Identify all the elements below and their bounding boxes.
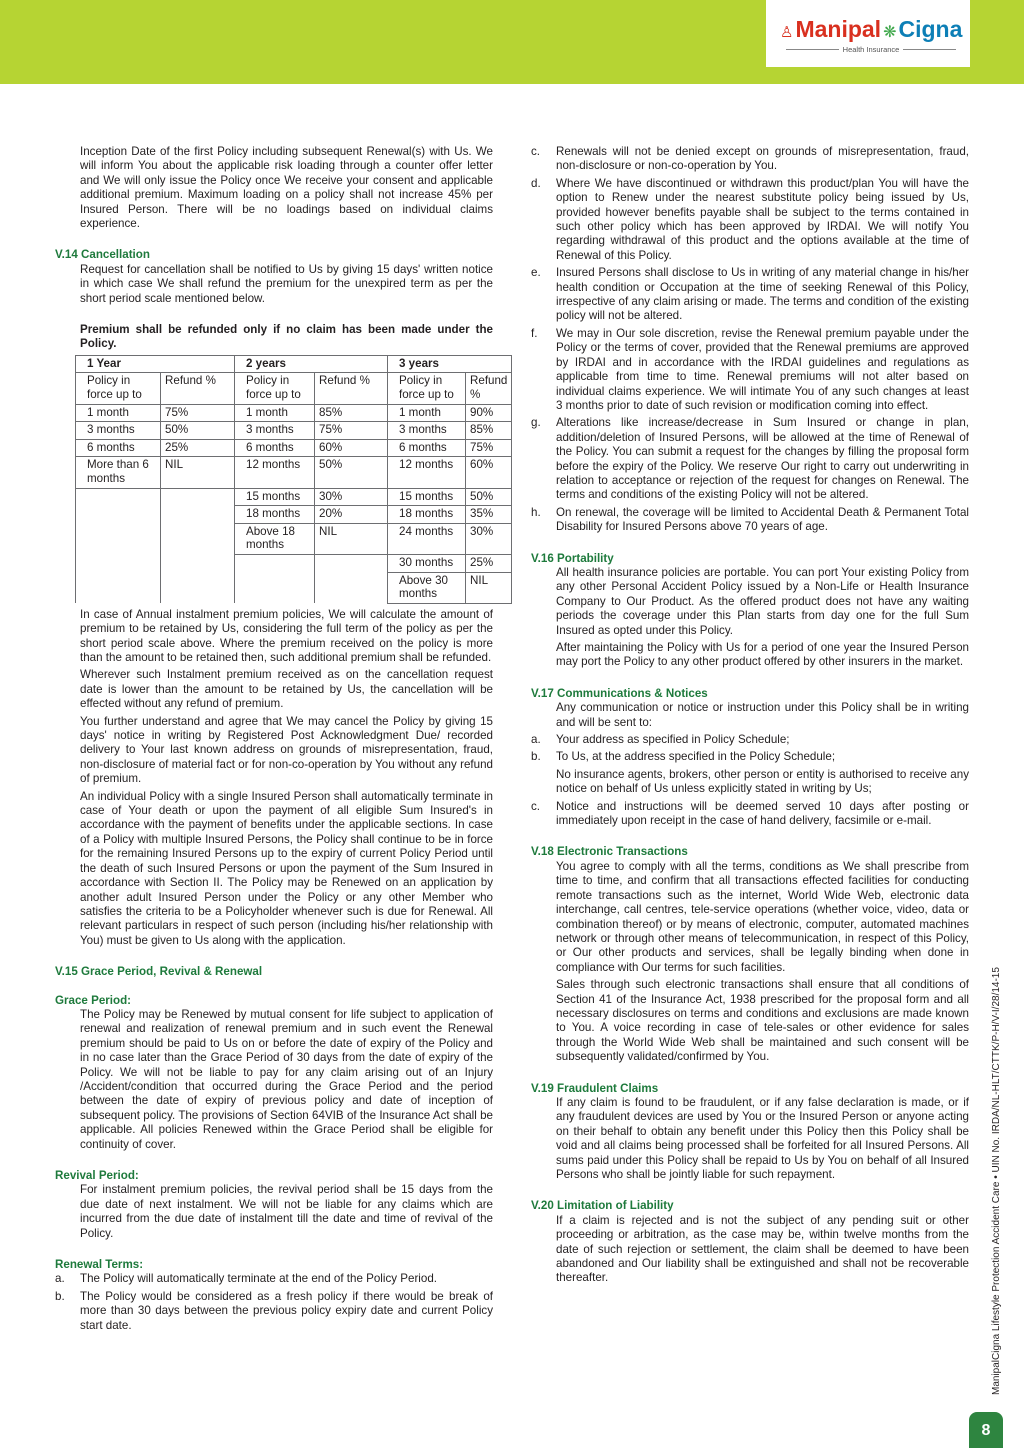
empty-cell bbox=[235, 555, 315, 604]
list-text: We may in Our sole discretion, revise the Renewal premium payable under the Policy or the terms of cover, provided that the Renewal premiums are approved by IRDAI and in accordance with the IRDAI guidelines and regulations as applicable from time to time. Renewal premiums will not alter based on individual claims experience. We will intimate You of any such changes at least 3 months prior to date of such revision or modification coming into effect. bbox=[556, 326, 969, 412]
table-cell: 1 month bbox=[76, 404, 161, 422]
list-marker: f. bbox=[531, 326, 538, 340]
table-cell: 18 months bbox=[235, 506, 315, 524]
table-cell: 1 month bbox=[235, 404, 315, 422]
refund-table bbox=[75, 355, 512, 604]
logo-tagline bbox=[786, 45, 956, 54]
header-1-year: 1 Year bbox=[76, 355, 235, 373]
list-marker: h. bbox=[531, 505, 541, 519]
table-cell: 6 months bbox=[235, 439, 315, 457]
list-item bbox=[55, 1272, 493, 1286]
table-row bbox=[76, 488, 512, 506]
table-cell: 3 months bbox=[388, 422, 466, 440]
table-cell: 12 months bbox=[235, 457, 315, 488]
instalment-paragraph: In case of Annual instalment premium policies, We will calculate the amount of premium to be retained by Us, considering the full term of the policy as per the short period scale above. Where the premium received on the policy is more than the amount to be retained then, such additional premium shall be refunded. bbox=[80, 607, 493, 664]
revival-period-paragraph: For instalment premium policies, the revival period shall be 15 days from the due date of next instalment. We will not be liable for any claims which are incurred from the due date of instalment till the date and time of revival of the Policy. bbox=[80, 1183, 493, 1240]
list-text: To Us, at the address specified in the Policy Schedule; bbox=[556, 750, 836, 764]
list-item bbox=[55, 1290, 493, 1333]
list-marker: b. bbox=[55, 1289, 65, 1303]
page-number: 8 bbox=[969, 1412, 1003, 1448]
subheader-policy-in-force: Policy in force up to bbox=[76, 373, 161, 404]
table-row bbox=[76, 422, 512, 440]
empty-cell bbox=[315, 555, 388, 604]
table-cell: 90% bbox=[466, 404, 512, 422]
empty-cell bbox=[161, 488, 235, 603]
table-cell: 85% bbox=[466, 422, 512, 440]
fraudulent-claims-paragraph: If any claim is found to be fraudulent, or if any false declaration is made, or if any fraudulent devices are used by You or the Insured Person or anyone acting on their behalf to obtain any benefit under this Policy then this Policy shall be void and all claims being processed shall be forfeited for all Insured Persons. All sums paid under this Policy shall be repaid to Us by You on behalf of all Insured Persons who shall be jointly liable for such repayment. bbox=[556, 1095, 969, 1181]
list-marker: c. bbox=[531, 799, 541, 813]
grace-period-paragraph: The Policy may be Renewed by mutual consent for life subject to application of renewal and realization of renewal premium and in such event the Renewal premium should be paid to Us on or before the date of expiry of the Policy and in no case later than the Grace Period of 30 days from the date of expiry of the Policy. We will not be liable to pay for any claim arising out of an Injury /Accident/condition that occurred during the Grace Period and the period between the date of expiry of previous policy and date of inception of subsequent policy. The provisions of Section 64VIB of the Insurance Act shall be applicable. All policies Renewed within the Grace Period shall be eligible for continuity of cover. bbox=[80, 1007, 493, 1151]
table-cell: 30 months bbox=[388, 555, 466, 573]
list-marker: d. bbox=[531, 176, 541, 190]
header-3-years: 3 years bbox=[388, 355, 512, 373]
subheading-revival-period: Revival Period: bbox=[55, 1169, 139, 1182]
list-item bbox=[531, 145, 969, 174]
logo-cigna: Cigna bbox=[898, 16, 963, 42]
agents-notice-paragraph: No insurance agents, brokers, other person or entity is authorised to receive any notice on behalf of Us unless explicitly stated in writing by Us; bbox=[556, 767, 969, 796]
termination-paragraph: An individual Policy with a single Insured Person shall automatically terminate in case of Your death or upon the payment of all eligible Sum Insured's in accordance with the payment of benefits under the applicable sections. In case of a Policy with multiple Insured Persons, the Policy shall continue to be in force for the remaining Insured Persons up to the expiry of current Policy Period until the death of such Insured Persons or upon the payment of the Sum Insured in accordance with Section II. The Policy may be Renewed on an application by another adult Insured Person under the Policy or any other Member who satisfies the criteria to be a Policyholder whenever such is due for Renewal. All relevant particulars in respect of such person (including his/her relationship with You) must be given to Us along with the application. bbox=[80, 789, 493, 947]
table-cell: 75% bbox=[161, 404, 235, 422]
communications-paragraph: Any communication or notice or instruction under this Policy shall be in writing and will be sent to: bbox=[556, 701, 969, 729]
empty-cell bbox=[76, 488, 161, 603]
table-cell: 6 months bbox=[76, 439, 161, 457]
table-cell: 20% bbox=[315, 506, 388, 524]
subheader-policy-in-force: Policy in force up to bbox=[388, 373, 466, 404]
table-cell: 75% bbox=[315, 422, 388, 440]
table-cell: 30% bbox=[466, 523, 512, 554]
table-cell: 25% bbox=[161, 439, 235, 457]
list-item bbox=[531, 327, 969, 413]
list-item bbox=[531, 416, 969, 502]
list-marker: c. bbox=[531, 145, 541, 158]
refund-condition-note: Premium shall be refunded only if no claim has been made under the Policy. bbox=[80, 323, 493, 351]
table-row bbox=[76, 457, 512, 488]
section-heading-fraudulent-claims: V.19 Fraudulent Claims bbox=[531, 1081, 659, 1095]
logo-wordmark bbox=[780, 16, 962, 46]
table-row bbox=[76, 439, 512, 457]
subheading-renewal-terms: Renewal Terms: bbox=[55, 1258, 144, 1272]
table-cell: 12 months bbox=[388, 457, 466, 488]
cancellation-paragraph: Request for cancellation shall be notified to Us by giving 15 days' written notice in which case We shall refund the premium for the unexpired term as per the short period scale mentioned below. bbox=[80, 262, 493, 305]
brand-logo bbox=[766, 0, 970, 67]
logo-manipal: Manipal bbox=[795, 16, 882, 42]
list-item bbox=[531, 800, 969, 829]
tagline-text: Health Insurance bbox=[842, 45, 900, 54]
table-cell: 50% bbox=[161, 422, 235, 440]
side-uin-text: ManipalCigna Lifestyle Protection Accident Care • UIN No. IRDA/NL-HLT/CTTK/P-H/V-I/28/14-15 bbox=[991, 967, 1002, 1395]
subheader-refund: Refund % bbox=[466, 373, 512, 404]
section-heading-cancellation: V.14 Cancellation bbox=[55, 248, 150, 262]
list-marker: b. bbox=[531, 750, 541, 764]
electronic-sales-paragraph: Sales through such electronic transactions shall ensure that all conditions of Section 41 of the Insurance Act, 1938 prescribed for the proposal form and all necessary disclosures on terms and conditions and exclusions are made known to You. A voice recording in case of tele-sales or other evidence for sales through the World Wide Web shall be maintained and such consent will be subsequently validated/confirmed by You. bbox=[556, 978, 969, 1064]
left-column bbox=[55, 145, 508, 1336]
table-cell: 1 month bbox=[388, 404, 466, 422]
table-cell: 30% bbox=[315, 488, 388, 506]
header-2-years: 2 years bbox=[235, 355, 388, 373]
list-text: Renewals will not be denied except on grounds of misrepresentation, fraud, non-disclosure or non-co-operation by You. bbox=[556, 145, 969, 173]
list-text: Alterations like increase/decrease in Sum Insured or change in plan, addition/deletion of Insured Persons, will be allowed at the time of Renewal of the Policy. You can submit a request for the changes by filling the proposal form before the expiry of the Policy. We reserve Our right to carry out underwriting in relation to acceptance or rejection of the request for changes on Renewal. The terms and conditions of the existing Policy will not be altered. bbox=[556, 416, 969, 502]
right-column bbox=[531, 145, 969, 1289]
instalment-lower-paragraph: Wherever such Instalment premium received as on the cancellation request date is lower than the amount to be retained by Us, the cancellation will be effected without any refund of premium. bbox=[80, 668, 493, 711]
subheading-grace-period: Grace Period: bbox=[55, 993, 132, 1007]
insurer-cancel-paragraph: You further understand and agree that We may cancel the Policy by giving 15 days' notice in writing by Registered Post Acknowledgment Due/ recorded delivery to Your last known address on grounds of misrepresentation, fraud, non-disclosure of material fact or for non-co-operation by You without any refund of premium. bbox=[80, 714, 493, 786]
table-cell: 60% bbox=[315, 439, 388, 457]
refund-table-header bbox=[76, 355, 512, 373]
section-heading-communications: V.17 Communications & Notices bbox=[531, 686, 708, 700]
section-heading-portability: V.16 Portability bbox=[531, 551, 614, 565]
list-marker: a. bbox=[55, 1272, 65, 1286]
list-item bbox=[531, 750, 969, 764]
list-text: The Policy will automatically terminate at the end of the Policy Period. bbox=[80, 1272, 438, 1286]
list-item bbox=[531, 506, 969, 535]
list-text: Notice and instructions will be deemed served 10 days after posting or immediately upon receipt in the case of hand delivery, facsimile or e-mail. bbox=[556, 799, 969, 828]
loading-paragraph: Inception Date of the first Policy including subsequent Renewal(s) with Us. We will inform You about the applicable risk loading through a counter offer letter and We will only issue the Policy once We receive your consent and applicable additional premium. Maximum loading on a policy shall not increase 45% per Insured Person. There will be no loadings based on individual claims experience. bbox=[80, 145, 493, 231]
list-text: Insured Persons shall disclose to Us in writing of any material change in his/her health condition or Occupation at the time of seeking Renewal of this Policy, irrespective of any claim arising or made. The terms and condition of the existing policy will not be altered. bbox=[556, 266, 969, 323]
table-cell: Above 30 months bbox=[388, 572, 466, 603]
tagline-rule-left bbox=[786, 49, 839, 50]
limitation-paragraph: If a claim is rejected and is not the subject of any pending suit or other proceeding or arbitration, as the case may be, within twelve months from the date of such rejection or settlement, the claim shall be deemed to have been abandoned and Our liability shall be extinguished and shall not be recoverable thereafter. bbox=[556, 1213, 969, 1285]
list-text: Your address as specified in Policy Schedule; bbox=[556, 733, 790, 747]
subheader-refund: Refund % bbox=[315, 373, 388, 404]
tree-icon: ❋ bbox=[883, 24, 897, 41]
list-marker: g. bbox=[531, 416, 541, 430]
portability-paragraph-2: After maintaining the Policy with Us for a period of one year the Insured Person may port the Policy to any other product offered by other insurers in the market. bbox=[556, 641, 969, 669]
table-cell: 85% bbox=[315, 404, 388, 422]
tagline-rule-right bbox=[903, 49, 956, 50]
table-cell: 24 months bbox=[388, 523, 466, 554]
list-item bbox=[531, 733, 969, 747]
subheader-policy-in-force: Policy in force up to bbox=[235, 373, 315, 404]
section-heading-limitation-of-liability: V.20 Limitation of Liability bbox=[531, 1199, 674, 1213]
table-cell: 18 months bbox=[388, 506, 466, 524]
person-icon: ♙ bbox=[780, 24, 794, 41]
electronic-paragraph: You agree to comply with all the terms, conditions as We shall prescribe from time to time, and confirm that all transactions effected facilities for conducting remote transactions such as the internet, World Wide Web, electronic data interchange, call centres, tele-service operations (whether voice, video, data or combination thereof) or by means of electronic, computer, automated machines network or through other means of telecommunication, in respect of this Policy, or Our other products and services, shall be legally binding when done in compliance with Our terms for such facilities. bbox=[556, 859, 969, 974]
table-cell: 3 months bbox=[235, 422, 315, 440]
table-cell: 15 months bbox=[388, 488, 466, 506]
list-text: The Policy would be considered as a fresh policy if there would be break of more than 30 days between the previous policy expiry date and current Policy start date. bbox=[80, 1289, 493, 1332]
table-cell: 15 months bbox=[235, 488, 315, 506]
table-cell: Above 18 months bbox=[235, 523, 315, 554]
table-cell: 6 months bbox=[388, 439, 466, 457]
list-marker: a. bbox=[531, 733, 541, 747]
table-cell: 60% bbox=[466, 457, 512, 488]
table-cell: 3 months bbox=[76, 422, 161, 440]
table-cell: NIL bbox=[161, 457, 235, 488]
portability-paragraph: All health insurance policies are portable. You can port Your existing Policy from any other Personal Accident Policy issued by a Non-Life or Health Insurance Company to Our Product. As the offered product does not have any waiting periods the coverage under this Plan starts from day one for the full Sum Insured as opted under this Policy. bbox=[556, 565, 969, 637]
section-heading-grace-revival-renewal: V.15 Grace Period, Revival & Renewal bbox=[55, 965, 263, 979]
refund-table-subheader bbox=[76, 373, 512, 404]
table-cell: NIL bbox=[466, 572, 512, 603]
table-cell: 50% bbox=[315, 457, 388, 488]
list-item bbox=[531, 266, 969, 324]
table-cell: 50% bbox=[466, 488, 512, 506]
table-cell: NIL bbox=[315, 523, 388, 554]
table-cell: More than 6 months bbox=[76, 457, 161, 488]
table-row bbox=[76, 404, 512, 422]
list-text: Where We have discontinued or withdrawn this product/plan You will have the option to Renew under the nearest substitute policy being issued by Us, provided however benefits payable shall be subject to the terms contained in such other policy which has been approved by IRDAI. We will notify You regarding withdrawal of this product and the options available at the time of Renewal of this Policy. bbox=[556, 176, 969, 262]
table-cell: 25% bbox=[466, 555, 512, 573]
list-text: On renewal, the coverage will be limited to Accidental Death & Permanent Total Disability for Insured Persons above 70 years of age. bbox=[556, 505, 969, 534]
table-cell: 35% bbox=[466, 506, 512, 524]
subheader-refund: Refund % bbox=[161, 373, 235, 404]
list-marker: e. bbox=[531, 266, 541, 280]
list-item bbox=[531, 177, 969, 263]
section-heading-electronic-transactions: V.18 Electronic Transactions bbox=[531, 845, 688, 859]
table-cell: 75% bbox=[466, 439, 512, 457]
